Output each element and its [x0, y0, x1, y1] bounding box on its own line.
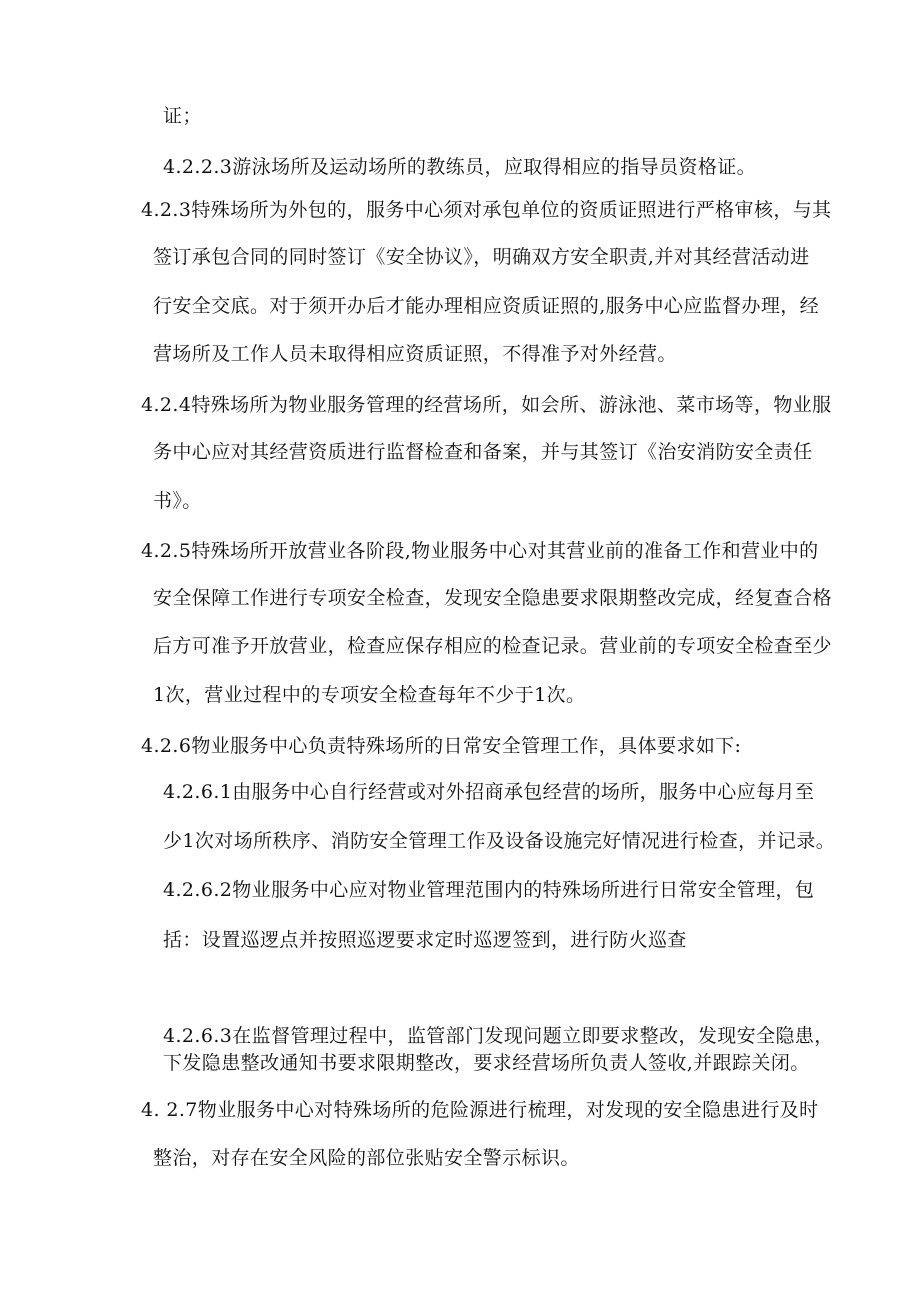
text-line: 4.2.2.3游泳场所及运动场所的教练员，应取得相应的指导员资格证。 [163, 156, 757, 178]
text-line: 书》。 [153, 490, 202, 512]
text-line: 4.2.4特殊场所为物业服务管理的经营场所，如会所、游泳池、菜市场等，物业服 [141, 394, 832, 416]
text-line: 务中心应对其经营资质进行监督检查和备案，并与其签订《治安消防安全责任 [153, 441, 813, 463]
text-line: 4.2.6.1由服务中心自行经营或对外招商承包经营的场所，服务中心应每月至 [163, 781, 815, 803]
text-line: 4.2.3特殊场所为外包的，服务中心须对承包单位的资质证照进行严格审核，与其 [141, 199, 832, 221]
text-line: 4.2.6物业服务中心负责特殊场所的日常安全管理工作，具体要求如下: [141, 735, 742, 757]
text-line: 证； [163, 105, 202, 127]
text-line: 营场所及工作人员未取得相应资质证照，不得准予对外经营。 [153, 343, 677, 365]
text-line: 安全保障工作进行专项安全检查，发现安全隐患要求限期整改完成，经复查合格 [153, 587, 833, 609]
text-line: 少1次对场所秩序、消防安全管理工作及设备设施完好情况进行检查，并记录。 [163, 830, 836, 852]
text-line: 签订承包合同的同时签订《安全协议》，明确双方安全职责,并对其经营活动进 [153, 246, 810, 268]
text-line: 下发隐患整改通知书要求限期整改，要求经营场所负责人签收,并跟踪关闭。 [163, 1052, 810, 1074]
text-line: 1次，营业过程中的专项安全检查每年不少于1次。 [153, 684, 586, 706]
text-line: 4.2.5特殊场所开放营业各阶段,物业服务中心对其营业前的准备工作和营业中的 [141, 540, 819, 562]
text-line: 4.2.6.3在监督管理过程中，监管部门发现问题立即要求整改，发现安全隐患， [163, 1025, 834, 1047]
text-line: 行安全交底。对于须开办后才能办理相应资质证照的,服务中心应监督办理，经 [153, 295, 820, 317]
text-line: 括：设置巡逻点并按照巡逻要求定时巡逻签到，进行防火巡查 [163, 929, 687, 951]
text-line: 4. 2.7物业服务中心对特殊场所的危险源进行梳理，对发现的安全隐患进行及时 [141, 1099, 819, 1121]
text-line: 后方可准予开放营业，检查应保存相应的检查记录。营业前的专项安全检查至少 [153, 635, 833, 657]
text-line: 4.2.6.2物业服务中心应对物业管理范围内的特殊场所进行日常安全管理，包 [163, 879, 815, 901]
text-line: 整治，对存在安全风险的部位张贴安全警示标识。 [153, 1147, 580, 1169]
